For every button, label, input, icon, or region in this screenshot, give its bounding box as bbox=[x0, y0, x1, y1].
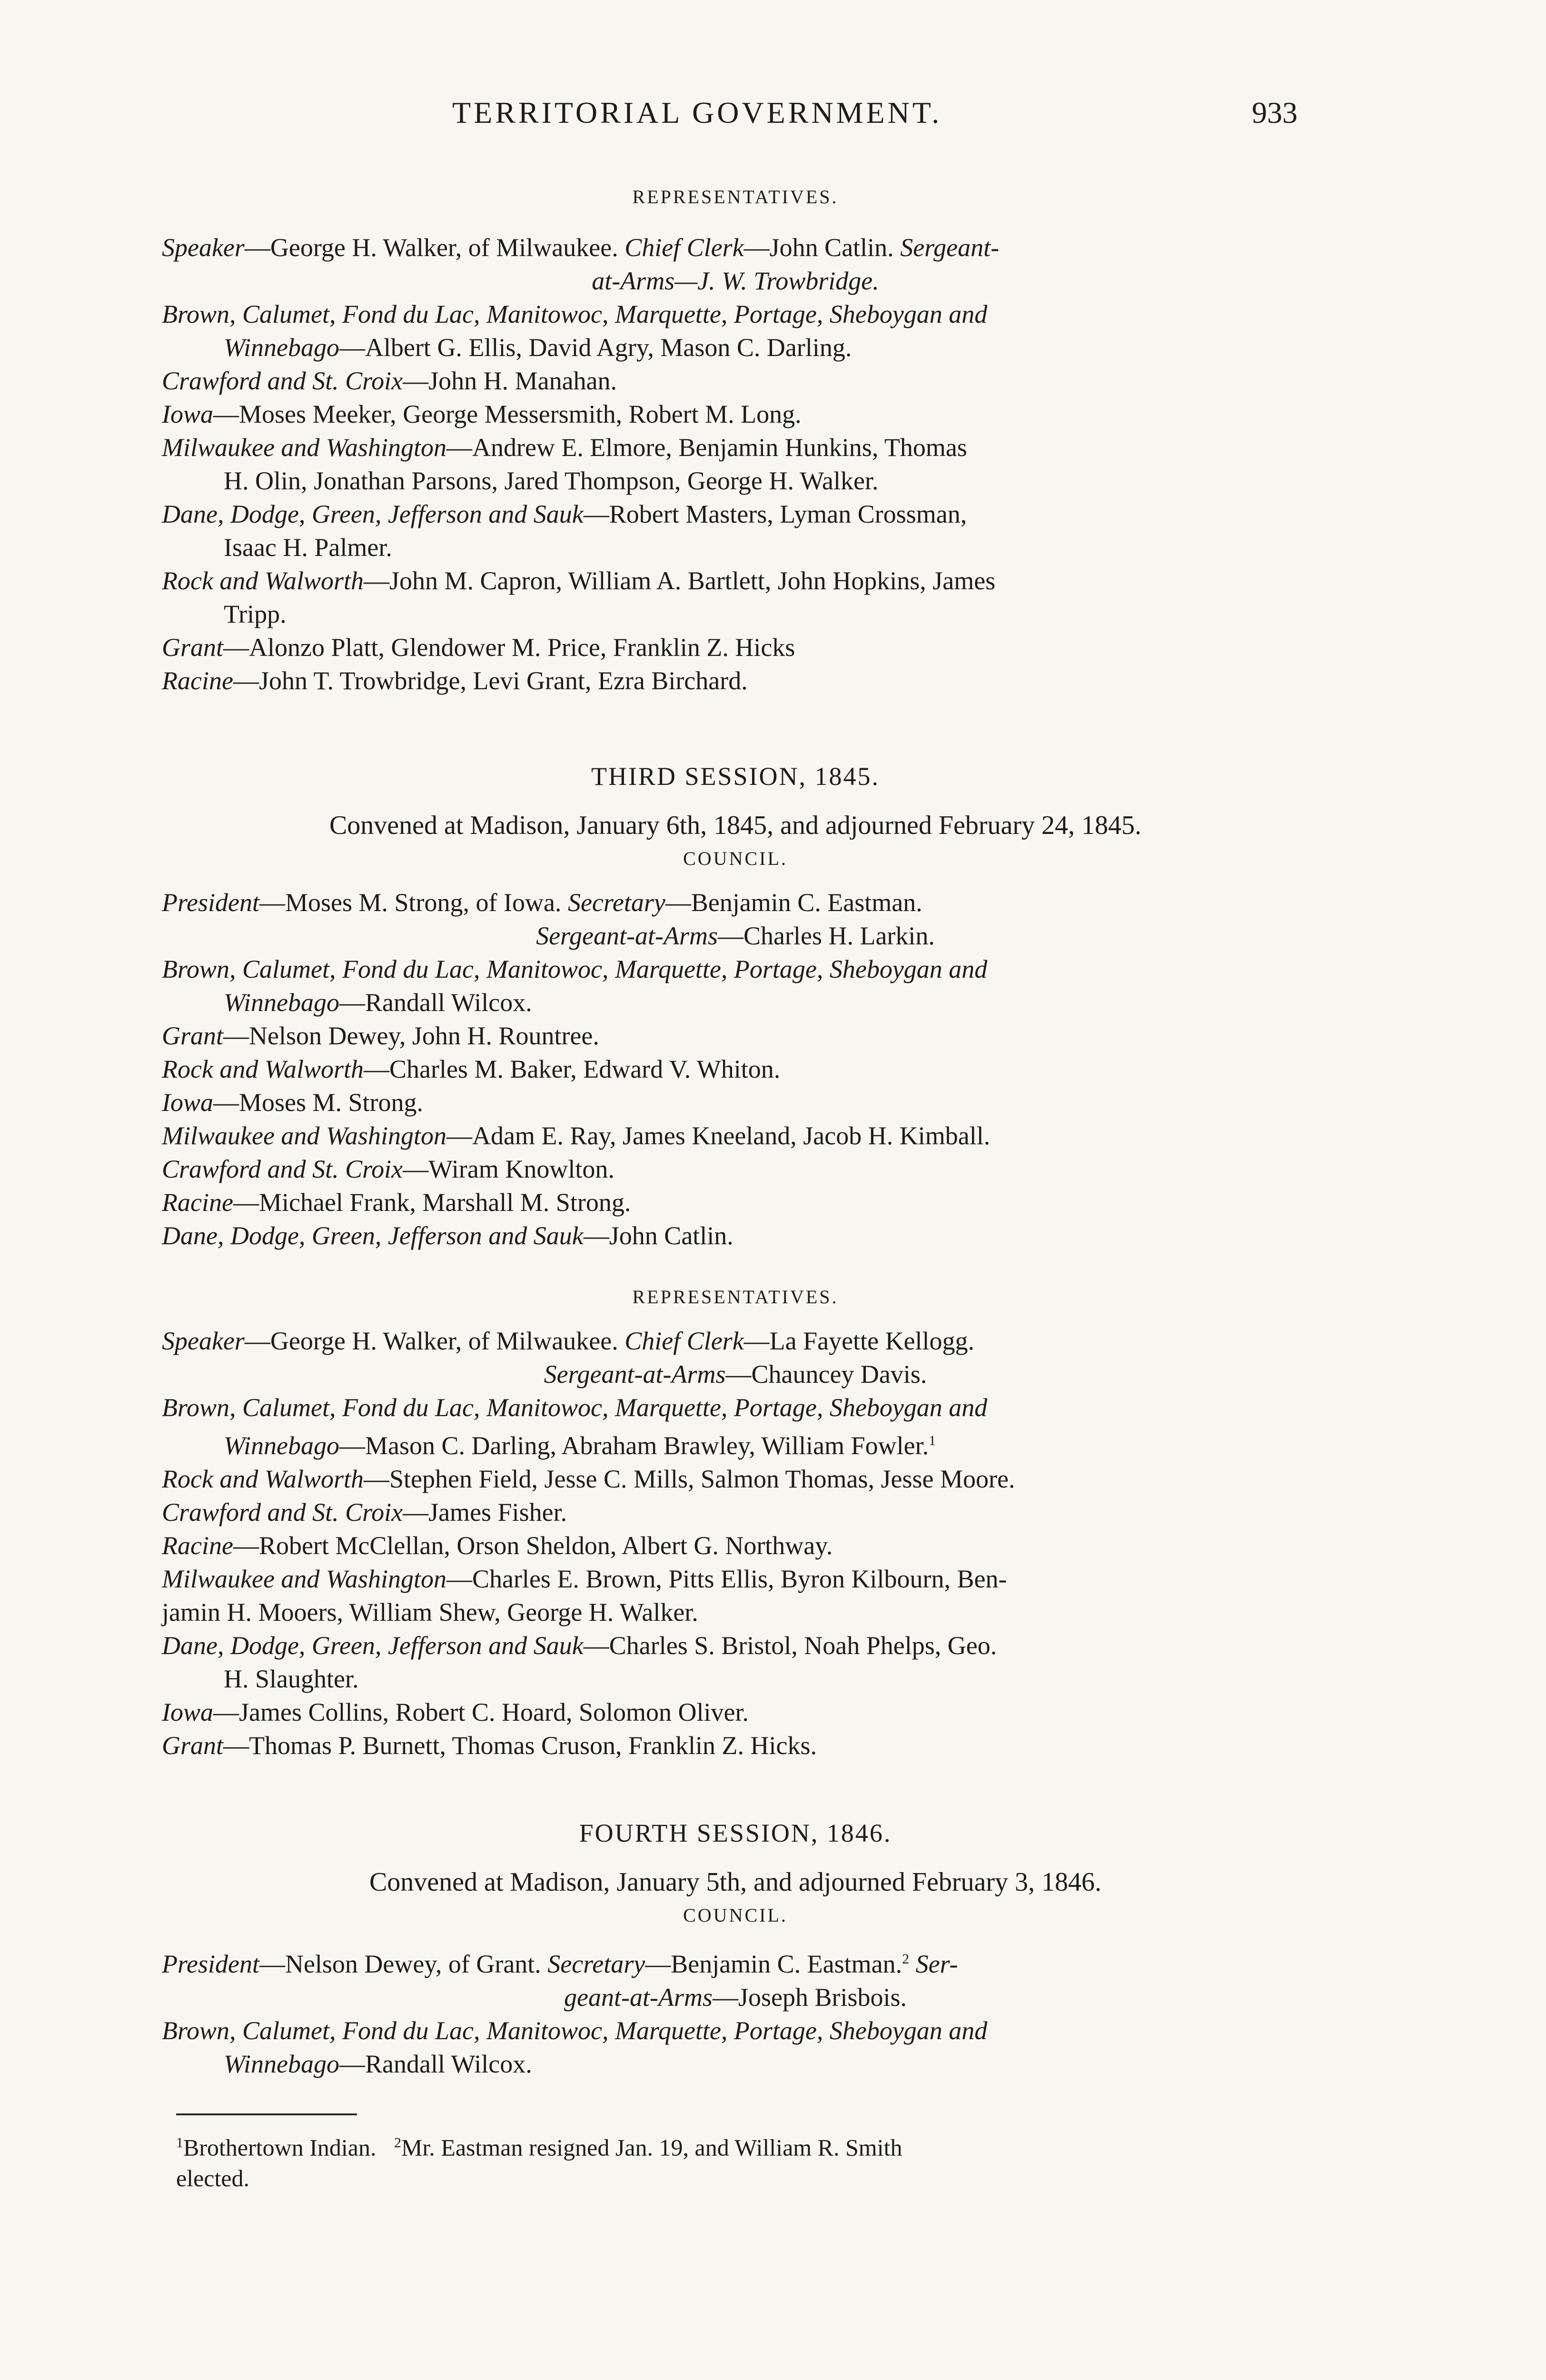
entry-line: Grant—Nelson Dewey, John H. Rountree. bbox=[162, 1021, 599, 1050]
footnote-marker: 2 bbox=[902, 1951, 910, 1967]
footnote-rule bbox=[176, 2113, 357, 2115]
entry-line: Milwaukee and Washington—Adam E. Ray, James Kneeland, Jacob H. Kimball. bbox=[162, 1121, 991, 1150]
entry-line: Iowa—Moses M. Strong. bbox=[162, 1088, 424, 1117]
entry-line: Crawford and St. Croix—James Fisher. bbox=[162, 1498, 567, 1527]
entry-line: Brown, Calumet, Fond du Lac, Manitowoc, Marquette, Portage, Sheboygan and bbox=[162, 955, 988, 983]
entry-line: Dane, Dodge, Green, Jefferson and Sauk—Charles S. Bristol, Noah Phelps, Geo. bbox=[162, 1631, 997, 1660]
entry-line: Grant—Alonzo Platt, Glendower M. Price, Franklin Z. Hicks bbox=[162, 633, 795, 662]
footnote-marker: 1 bbox=[929, 1433, 936, 1448]
entry-line: Grant—Thomas P. Burnett, Thomas Cruson, Franklin Z. Hicks. bbox=[162, 1731, 817, 1760]
entry-line: Rock and Walworth—John M. Capron, William A. Bartlett, John Hopkins, James bbox=[162, 566, 996, 595]
entry-line: Winnebago—Randall Wilcox. bbox=[224, 2050, 532, 2078]
entry-line: Iowa—James Collins, Robert C. Hoard, Solomon Oliver. bbox=[162, 1698, 749, 1726]
representatives-heading: REPRESENTATIVES. bbox=[632, 1286, 839, 1308]
entry-line: Milwaukee and Washington—Andrew E. Elmore, Benjamin Hunkins, Thomas bbox=[162, 433, 967, 462]
footnote-text: elected. bbox=[176, 2164, 250, 2192]
entry-line: Racine—Robert McClellan, Orson Sheldon, Albert G. Northway. bbox=[162, 1531, 833, 1560]
entry-line: Brown, Calumet, Fond du Lac, Manitowoc, Marquette, Portage, Sheboygan and bbox=[162, 1393, 988, 1422]
entry-line: Racine—John T. Trowbridge, Levi Grant, Ezra Birchard. bbox=[162, 666, 748, 695]
entry-line: Crawford and St. Croix—Wiram Knowlton. bbox=[162, 1155, 614, 1183]
entry-line: jamin H. Mooers, William Shew, George H. Walker. bbox=[162, 1598, 698, 1626]
entry-line: Crawford and St. Croix—John H. Manahan. bbox=[162, 367, 617, 395]
entry-line: Iowa—Moses Meeker, George Messersmith, Robert M. Long. bbox=[162, 400, 802, 428]
entry-line: Sergeant-at-Arms—Charles H. Larkin. bbox=[536, 922, 935, 950]
footnote-text: Brothertown Indian. bbox=[183, 2134, 377, 2161]
entry-line: Tripp. bbox=[224, 600, 287, 628]
session-title: THIRD SESSION, 1845. bbox=[591, 762, 880, 791]
entry-line: Brown, Calumet, Fond du Lac, Manitowoc, Marquette, Portage, Sheboygan and bbox=[162, 300, 988, 328]
convened-line: Convened at Madison, January 6th, 1845, and adjourned February 24, 1845. bbox=[329, 811, 1142, 840]
entry-line: Rock and Walworth—Stephen Field, Jesse C. Mills, Salmon Thomas, Jesse Moore. bbox=[162, 1465, 1015, 1493]
fourth-session bbox=[162, 1818, 1309, 2081]
entry-line: Dane, Dodge, Green, Jefferson and Sauk—Robert Masters, Lyman Crossman, bbox=[162, 500, 967, 528]
entry-line: President—Moses M. Strong, of Iowa. Secretary—Benjamin C. Eastman. bbox=[162, 888, 922, 917]
running-header: TERRITORIAL GOVERNMENT. bbox=[452, 96, 942, 129]
footnote-text: Mr. Eastman resigned Jan. 19, and William R. Smith bbox=[401, 2134, 902, 2161]
council-heading: COUNCIL. bbox=[683, 1904, 788, 1926]
entry-line: Isaac H. Palmer. bbox=[224, 533, 392, 562]
entry-line: Winnebago—Albert G. Ellis, David Agry, Mason C. Darling. bbox=[224, 333, 852, 362]
page-number: 933 bbox=[1252, 96, 1298, 129]
footnote-marker: 2 bbox=[394, 2135, 401, 2151]
entry-line: Speaker—George H. Walker, of Milwaukee. Chief Clerk—John Catlin. Sergeant- bbox=[162, 233, 1000, 262]
entry-line: H. Slaughter. bbox=[224, 1665, 359, 1693]
footnote-marker: 1 bbox=[176, 2135, 183, 2151]
entry-line: Dane, Dodge, Green, Jefferson and Sauk—John Catlin. bbox=[162, 1221, 733, 1250]
section-heading: REPRESENTATIVES. bbox=[632, 186, 839, 208]
entry-line: geant-at-Arms—Joseph Brisbois. bbox=[564, 1983, 907, 2012]
third-session bbox=[162, 762, 1309, 1762]
entry-line: Rock and Walworth—Charles M. Baker, Edward V. Whiton. bbox=[162, 1055, 781, 1083]
entry-line: Speaker—George H. Walker, of Milwaukee. Chief Clerk—La Fayette Kellogg. bbox=[162, 1327, 975, 1355]
entry-line: Winnebago—Randall Wilcox. bbox=[224, 988, 532, 1017]
entry-line: President—Nelson Dewey, of Grant. Secretary—Benjamin C. Eastman.$^2$ Ser- bbox=[162, 1950, 958, 1978]
entry-line: Winnebago—Mason C. Darling, Abraham Brawley, William Fowler.$^1$ bbox=[224, 1431, 936, 1460]
convened-line: Convened at Madison, January 5th, and adjourned February 3, 1846. bbox=[369, 1867, 1102, 1897]
entry-line: Brown, Calumet, Fond du Lac, Manitowoc, Marquette, Portage, Sheboygan and bbox=[162, 2016, 988, 2045]
session-title: FOURTH SESSION, 1846. bbox=[579, 1819, 892, 1847]
footnotes bbox=[176, 2128, 1318, 2193]
entry-line: at-Arms—J. W. Trowbridge. bbox=[592, 267, 879, 295]
representatives-section-1 bbox=[162, 186, 1309, 697]
entry-line: Racine—Michael Frank, Marshall M. Strong. bbox=[162, 1188, 631, 1217]
entry-line: Sergeant-at-Arms—Chauncey Davis. bbox=[544, 1360, 927, 1388]
entry-line: Milwaukee and Washington—Charles E. Brown, Pitts Ellis, Byron Kilbourn, Ben- bbox=[162, 1565, 1007, 1593]
entry-line: H. Olin, Jonathan Parsons, Jared Thompson, George H. Walker. bbox=[224, 466, 879, 495]
council-heading: COUNCIL. bbox=[683, 848, 788, 869]
